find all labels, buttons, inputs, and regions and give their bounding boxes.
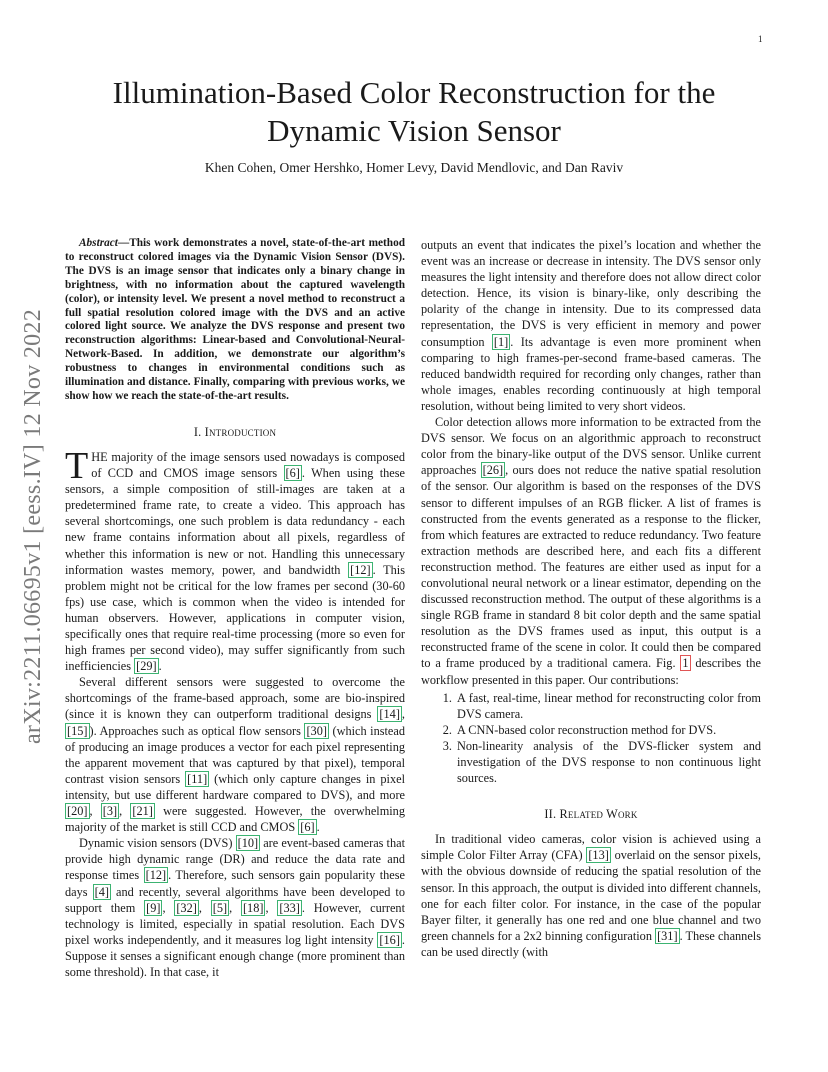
authors: Khen Cohen, Omer Hershko, Homer Levy, David Mendlovic, and Dan Raviv	[204, 160, 624, 175]
page-number: 1	[758, 34, 763, 44]
section-heading-introduction: I. Introduction	[193, 424, 277, 439]
citation-link[interactable]: [9]	[146, 900, 161, 915]
citation-link[interactable]: [5]	[212, 900, 228, 915]
citation-link[interactable]: [6]	[300, 820, 315, 835]
body-text: ,	[265, 900, 278, 915]
body-text: HE majority of the image sensors used nowadays is composed of CCD and CMOS image sensors	[91, 449, 405, 481]
body-text: , ours does not reduce the native spatial resolution of the sensor. Our algorithm is based on the responses of the DVS sensor to different impulses of an RGB flicker. A list of frames is constructed from the events generated as a response to the flicker, from which features are extracted to reduce redundancy. Two feature extraction methods are described here, and each fits a different reconstruction method. The features are either used as input for a convolutional neural network or a linear estimator, depending on the discussed reconstruction method. The output of these algorithms is a single RGB frame in standard 8 bit color depth and the same spatial resolution as the DVS frames used as input, this output is a reconstructed frame of the scene in color. It could then be compared to a frame produced by a traditional camera. Fig.	[421, 463, 761, 671]
citation-link[interactable]: [10]	[237, 836, 259, 851]
citation-link[interactable]: [15]	[67, 723, 88, 738]
body-text: . This problem might not be critical for the low frames per second (30-60 fps) use case, which is common when the video is intended for human observers. However, applications in computer vision, specifically ones that require real-time processing (more so even for high frames per second video), may suffer significantly from such inefficiencies	[65, 562, 405, 674]
abstract-label: Abstract	[79, 237, 118, 249]
body-text: .	[158, 659, 162, 674]
citation-link[interactable]: [32]	[176, 900, 197, 915]
body-text: ,	[401, 707, 405, 722]
intro-paragraph-3-continued	[421, 237, 761, 414]
body-text: Dynamic vision sensors (DVS)	[79, 836, 236, 851]
body-text: Several different sensors were suggested to overcome the shortcomings of the frame-based approach, some are bio-inspired (since it is known they can outperform traditional designs	[65, 675, 405, 722]
abstract-text: —This work demonstrates a novel, state-of-the-art method to reconstruct colored images via the Dynamic Vision Sensor (DVS). The DVS is an image sensor that indicates only a binary change in brightness, with no information about the captured wavelength (color), or intensity level. We present a novel method to reconstruct a full spatial resolution colored image with the DVS and an active colored light source. We analyze the DVS response and present two reconstruction algorithms: Linear-based and Convolutional-Neural-Network-Based. In addition, we demonstrate our algorithm’s robustness to changes in environmental conditions such as illumination and distance. Finally, comparing with previous works, we show how we reach the state-of-the-art results.	[65, 237, 405, 402]
body-text: ,	[198, 900, 211, 915]
citation-link[interactable]: [18]	[242, 900, 264, 915]
body-text: ,	[119, 804, 131, 819]
citation-link[interactable]: [21]	[132, 804, 153, 819]
citation-link[interactable]: [29]	[136, 659, 157, 674]
abstract	[65, 237, 405, 404]
body-text: ,	[89, 804, 101, 819]
citation-link[interactable]: [20]	[67, 804, 88, 819]
section-heading-related-work: II. Related Work	[544, 807, 638, 822]
body-text: outputs an event that indicates the pixel’s location and whether the event was an increase or decrease in intensity. The DVS sensor only measures the light intensity and therefore does not allow direct color detection. Hence, its vision is binary-like, only describing the polarity of the change in intensity. Due to its compressed data representation, the DVS is very efficient in memory and power consumption	[421, 238, 761, 349]
body-text: were suggested. However, the overwhelming majority of the market is still CCD and CMOS	[65, 804, 405, 835]
intro-paragraph-2	[65, 674, 405, 835]
citation-link[interactable]: [31]	[657, 928, 678, 943]
related-work-paragraph-1	[421, 831, 761, 960]
body-text: . However, current technology is limited, especially in spatial resolution. Each DVS pixel works independently, and it measures log light intensity	[65, 900, 405, 947]
citation-link[interactable]: [12]	[350, 562, 371, 577]
citation-link[interactable]: [4]	[94, 884, 109, 899]
citation-link[interactable]: [12]	[145, 868, 167, 883]
citation-link[interactable]: [33]	[279, 900, 300, 915]
citation-link[interactable]: [11]	[187, 771, 208, 786]
citation-link[interactable]: [26]	[482, 463, 504, 478]
intro-paragraph-1	[65, 444, 405, 674]
body-text: and recently, several algorithms have been developed to support them	[65, 884, 405, 915]
body-text: ,	[162, 900, 175, 915]
body-text: overlaid on the sensor pixels, with the obvious downside of reducing the spatial resolution of the sensor. In this approach, the output is divided into different channels, one for each filter color. For instance, in the case of the popular Bayer filter, it generally has one red and one blue channel and two green channels for a 2x2 binning configuration	[421, 848, 761, 943]
intro-paragraph-3	[65, 835, 405, 980]
contributions-list	[421, 690, 761, 787]
paper-title: Illumination-Based Color Reconstruction for the Dynamic Vision Sensor	[112, 75, 716, 148]
body-text: Color detection allows more information to be extracted from the DVS sensor. We focus on an algorithmic approach to reconstruct color from the binary-like output of the DVS sensor. Unlike current approaches	[421, 415, 761, 478]
body-text: . These channels can be used directly (with	[421, 928, 761, 959]
intro-paragraph-4	[421, 414, 761, 688]
drop-cap: T	[65, 444, 89, 487]
contribution-item: 3. Non-linearity analysis of the DVS-flicker system and investigation of the DVS response to non continuous light sources.	[455, 738, 761, 786]
citation-link[interactable]: [16]	[379, 932, 400, 947]
body-text: (which instead of producing an image produces a vector for each pixel representing the apparent movement that was captured by that pixel), temporal contrast vision sensors	[65, 723, 405, 786]
contribution-item: 1. A fast, real-time, linear method for reconstructing color from DVS camera.	[455, 690, 761, 722]
citation-link[interactable]: [3]	[102, 804, 118, 819]
body-text: . Therefore, such sensors gain popularity these days	[65, 868, 405, 899]
arxiv-stamp	[8, 280, 60, 772]
arxiv-id: arXiv:2211.06695v1 [eess.IV] 12 Nov 2022	[20, 308, 47, 744]
body-text: In traditional video cameras, color vision is achieved using a simple Color Filter Array (CFA)	[421, 832, 761, 863]
body-text: .	[316, 820, 320, 835]
contribution-item: 2. A CNN-based color reconstruction method for DVS.	[455, 722, 761, 738]
citation-link[interactable]: [1]	[493, 334, 509, 349]
citation-link[interactable]: [13]	[588, 848, 609, 863]
figure-reference-link[interactable]: 1	[682, 656, 689, 671]
body-text: . Suppose it senses a significant enough change (more prominent than some threshold). In that case, it	[65, 932, 405, 979]
left-column	[65, 237, 405, 980]
right-column	[421, 237, 761, 960]
citation-link[interactable]: [6]	[285, 466, 300, 481]
citation-link[interactable]: [30]	[306, 723, 327, 738]
body-text: describes the workflow presented in this paper. Our contributions:	[421, 656, 761, 687]
body-text: ,	[229, 900, 241, 915]
body-text: are event-based cameras that provide high dynamic range (DR) and reduce the data rate and response times	[65, 836, 405, 883]
body-text: ). Approaches such as optical flow sensors	[89, 723, 305, 738]
citation-link[interactable]: [14]	[379, 707, 400, 722]
body-text: . Its advantage is even more prominent when comparing to high frames-per-second frame-based cameras. The reduced bandwidth required for recording only changes, rather than whole images, enables recording continuously at high temporal resolution, without being limited to very short videos.	[421, 334, 762, 413]
body-text: . When using these sensors, a simple composition of still-images are taken at a predetermined frame rate, to create a video. This approach has several shortcomings, one such problem is data redundancy - each new frame contains information about all pixels, regardless of whether this information is new or not. Handling this unnecessary information wastes memory, power, and bandwidth	[65, 466, 405, 577]
body-text: (which only capture changes in pixel intensity, but use different hardware compared to DVS), and more	[65, 771, 405, 802]
